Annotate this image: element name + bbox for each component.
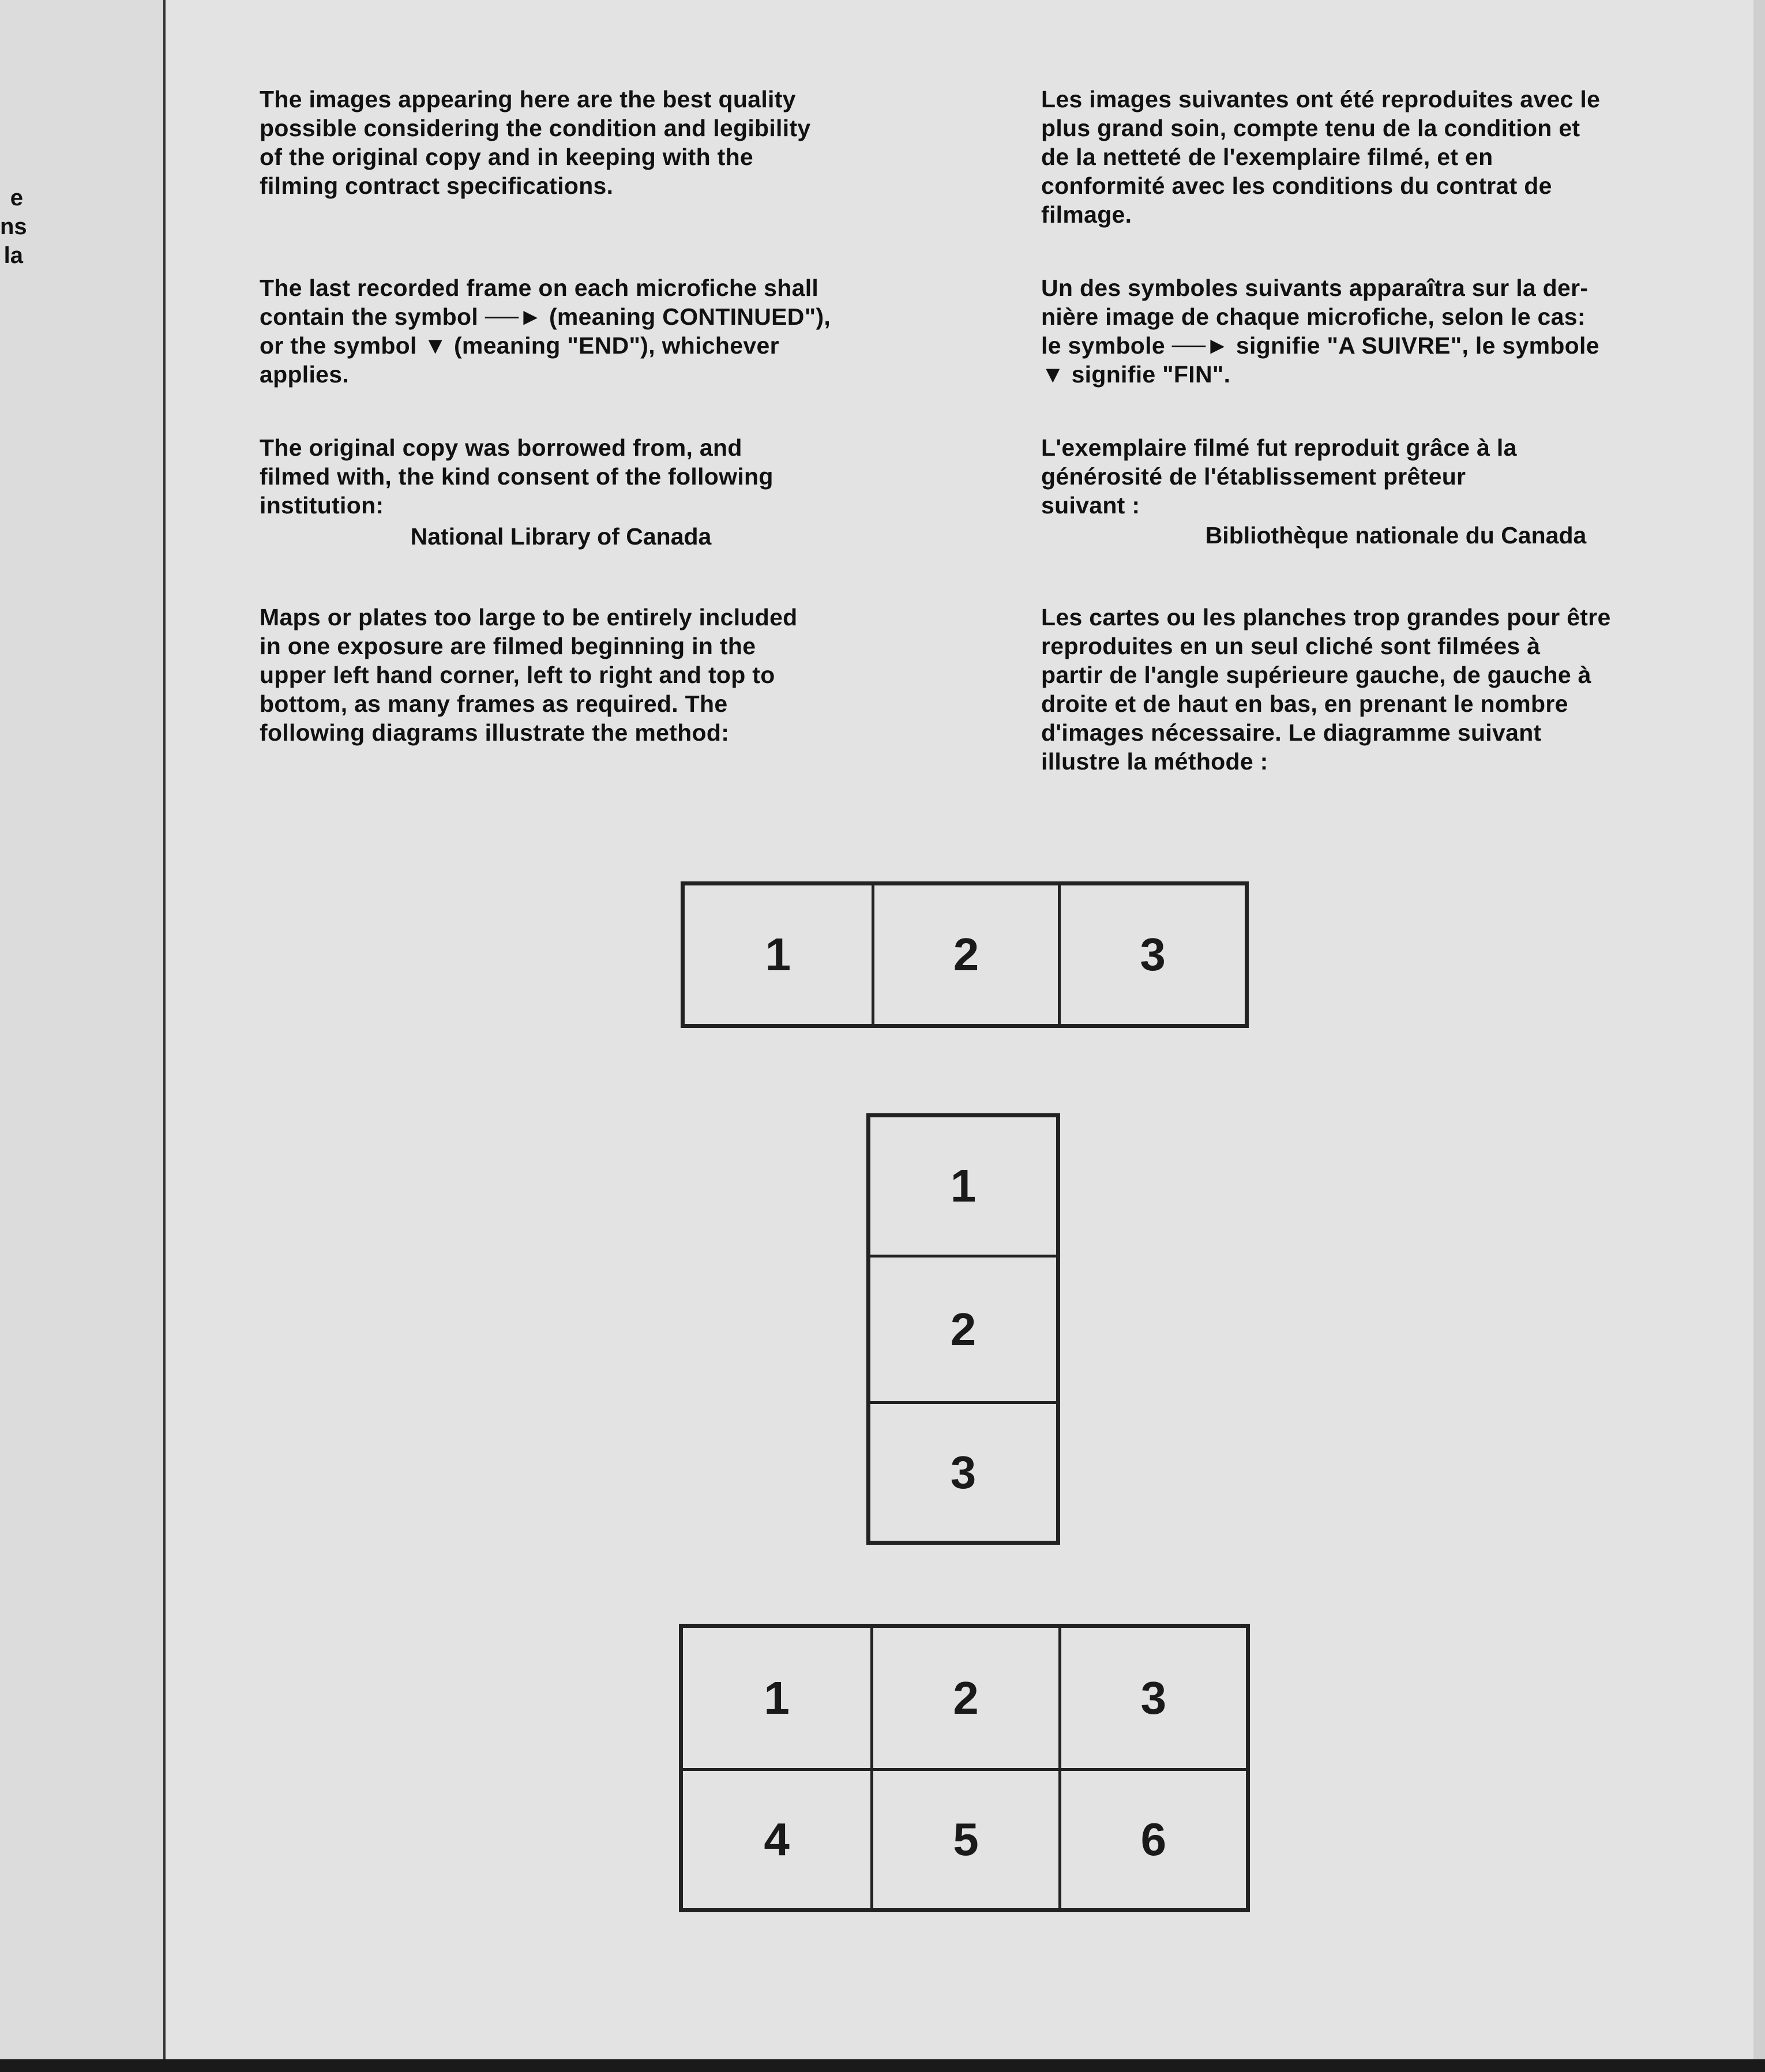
horizontal-three-frame-diagram	[681, 881, 1249, 1028]
frame-cell: 6	[1058, 1768, 1246, 1908]
left-fragment: la	[3, 243, 23, 268]
english-institution-name: National Library of Canada	[410, 523, 712, 550]
french-quality-paragraph: Les images suivantes ont été reproduites avec le plus grand soin, compte tenu de la condition et de la netteté de l'exemplaire filmé, et en conformité avec les conditions du contrat de filmage.	[1041, 86, 1601, 228]
frame-cell: 3	[1058, 1628, 1246, 1768]
six-frame-grid-diagram	[679, 1624, 1250, 1912]
french-institution-name: Bibliothèque nationale du Canada	[1205, 522, 1587, 549]
english-maps-paragraph: Maps or plates too large to be entirely included in one exposure are filmed beginning in the upper left hand corner, left to right and top to bottom, as many frames as required. The following diagrams illustrate the method:	[260, 604, 798, 746]
left-fragment: ns	[0, 214, 27, 239]
french-maps-paragraph: Les cartes ou les planches trop grandes pour être reproduites en un seul cliché sont filmées à partir de l'angle supérieure gauche, de gauche à droite et de haut en bas, en prenant le nombre d'images nécessaire. Le diagramme suivant illustre la méthode :	[1041, 604, 1611, 775]
frame-cell: 2	[870, 1255, 1056, 1401]
bottom-edge-border	[0, 2059, 1765, 2072]
right-edge-border	[1753, 0, 1765, 2072]
frame-cell: 2	[872, 885, 1058, 1024]
left-fragment: e	[10, 185, 23, 211]
frame-cell: 2	[870, 1628, 1058, 1768]
french-institution-paragraph: L'exemplaire filmé fut reproduit grâce à la générosité de l'établissement prêteur suivant :	[1041, 434, 1517, 519]
frame-cell: 1	[764, 1672, 790, 1724]
vertical-three-frame-diagram	[866, 1113, 1060, 1545]
frame-cell: 3	[1058, 885, 1245, 1024]
frame-cell: 4	[683, 1768, 870, 1908]
english-symbol-paragraph: The last recorded frame on each microfiche shall contain the symbol ──► (meaning CONTINUED"), or the symbol ▼ (meaning "END"), whichever applies.	[260, 275, 831, 388]
french-symbol-paragraph: Un des symboles suivants apparaîtra sur la der- nière image de chaque microfiche, selon le cas: le symbole ──► signifie "A SUIVRE", le symbole ▼ signifie "FIN".	[1041, 275, 1599, 388]
previous-page-strip	[0, 0, 166, 2060]
frame-cell: 5	[870, 1768, 1058, 1908]
english-quality-paragraph: The images appearing here are the best quality possible considering the condition and legibility of the original copy and in keeping with the filming contract specifications.	[260, 86, 811, 199]
frame-cell: 1	[950, 1160, 977, 1211]
frame-cell: 1	[765, 929, 791, 980]
english-institution-paragraph: The original copy was borrowed from, and filmed with, the kind consent of the following institution:	[260, 434, 773, 519]
frame-cell: 3	[870, 1401, 1056, 1541]
